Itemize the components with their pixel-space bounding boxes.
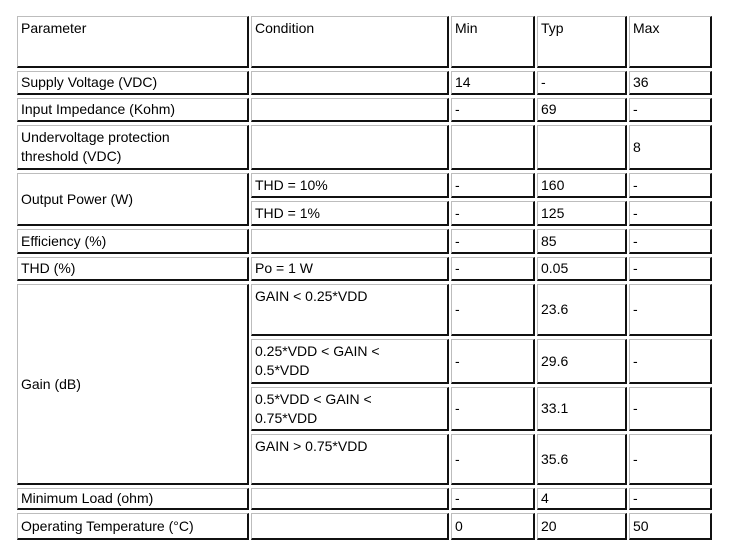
thd-condition <box>251 257 449 281</box>
operating-temp-min <box>451 513 535 540</box>
cell-text: 160 <box>541 176 565 193</box>
cell-text <box>255 287 444 306</box>
gain-sub0-typ <box>537 284 627 336</box>
gain-sub3-typ <box>537 434 627 485</box>
minimum-load-min <box>451 488 535 510</box>
header-condition <box>251 16 449 68</box>
cell-text: - <box>455 400 460 416</box>
cell-text: THD = 10% <box>255 176 328 193</box>
undervoltage-min <box>451 125 535 170</box>
gain-sub0-max <box>629 284 712 336</box>
cell-text: 125 <box>541 204 565 221</box>
undervoltage-typ <box>537 125 627 170</box>
header-typ <box>537 16 627 68</box>
gain-sub0-condition <box>251 284 449 336</box>
output-power-thd10-condition <box>251 173 449 198</box>
cell-text: - <box>633 176 638 193</box>
header-typ-text: Typ <box>541 20 564 36</box>
output-power-parameter <box>17 173 249 226</box>
supply-voltage-max <box>629 71 712 95</box>
cell-text: - <box>633 450 638 467</box>
gain-sub0-min <box>451 284 535 336</box>
gain-parameter <box>17 284 249 485</box>
cell-text: - <box>455 176 460 193</box>
cell-text: 33.1 <box>541 400 569 416</box>
cell-text: - <box>541 74 546 90</box>
gain-sub2-typ <box>537 387 627 431</box>
operating-temp-typ <box>537 513 627 540</box>
cell-text: 29.6 <box>541 352 569 369</box>
cell-text: - <box>455 490 460 506</box>
minimum-load-parameter <box>17 488 249 510</box>
output-power-thd10-min <box>451 173 535 198</box>
cell-text: - <box>633 232 638 249</box>
minimum-load-max <box>629 488 712 510</box>
cell-text: - <box>633 400 638 416</box>
gain-sub2-condition <box>251 387 449 431</box>
cond-line2: 0.75*VDD <box>255 410 318 426</box>
gain-sub3-condition <box>251 434 449 485</box>
cell-text: 20 <box>541 517 557 534</box>
header-max-text: Max <box>633 20 660 36</box>
undervoltage-condition <box>251 125 449 170</box>
output-power-thd1-min <box>451 201 535 226</box>
header-max <box>629 16 712 68</box>
cond-line1: GAIN > 0.75*VDD <box>255 438 368 454</box>
undervoltage-line2: threshold (VDC) <box>21 148 122 164</box>
cell-text: Supply Voltage (VDC) <box>21 74 158 90</box>
cell-text: - <box>455 450 460 467</box>
cell-text: - <box>455 232 460 249</box>
operating-temp-parameter <box>17 513 249 540</box>
undervoltage-max <box>629 125 712 170</box>
undervoltage-parameter <box>17 125 249 170</box>
output-power-thd10-max <box>629 173 712 198</box>
cell-text: - <box>455 204 460 221</box>
input-impedance-parameter <box>17 98 249 122</box>
cell-text: 23.6 <box>541 301 569 317</box>
header-parameter-text: Parameter <box>21 20 87 36</box>
cell-text: 0.05 <box>541 260 569 276</box>
cell-text: 14 <box>455 74 471 90</box>
cell-text: - <box>633 301 638 317</box>
cell-text: Po = 1 W <box>255 260 313 276</box>
supply-voltage-parameter <box>17 71 249 95</box>
gain-sub1-min <box>451 339 535 384</box>
cell-text <box>255 437 444 456</box>
output-power-thd1-typ <box>537 201 627 226</box>
cell-text: 4 <box>541 490 549 506</box>
cell-text: - <box>633 490 638 506</box>
cell-text: Output Power (W) <box>21 190 134 207</box>
efficiency-typ <box>537 229 627 254</box>
input-impedance-min <box>451 98 535 122</box>
cell-text: - <box>455 352 460 369</box>
gain-sub3-min <box>451 434 535 485</box>
output-power-thd10-typ <box>537 173 627 198</box>
thd-max <box>629 257 712 281</box>
thd-min <box>451 257 535 281</box>
cell-text: 69 <box>541 101 557 117</box>
cell-text: THD (%) <box>21 260 76 276</box>
cell-text: Input Impedance (Kohm) <box>21 101 176 117</box>
minimum-load-typ <box>537 488 627 510</box>
header-parameter <box>17 16 249 68</box>
gain-sub1-condition <box>251 339 449 384</box>
gain-sub2-max <box>629 387 712 431</box>
efficiency-condition <box>251 229 449 254</box>
cell-text: - <box>455 260 460 276</box>
cell-text: 36 <box>633 74 649 90</box>
cell-text <box>255 390 444 428</box>
cell-text: - <box>633 352 638 369</box>
cond-line1: 0.25*VDD < GAIN < <box>255 343 380 359</box>
output-power-thd1-condition <box>251 201 449 226</box>
cell-text: 50 <box>633 517 649 534</box>
cell-text: - <box>633 101 638 117</box>
operating-temp-condition <box>251 513 449 540</box>
supply-voltage-min <box>451 71 535 95</box>
thd-typ <box>537 257 627 281</box>
thd-parameter <box>17 257 249 281</box>
input-impedance-condition <box>251 98 449 122</box>
cell-text: - <box>455 101 460 117</box>
cell-text: - <box>455 301 460 317</box>
cell-text: 0 <box>455 517 463 534</box>
header-min-text: Min <box>455 20 478 36</box>
cond-line1: 0.5*VDD < GAIN < <box>255 391 372 407</box>
supply-voltage-condition <box>251 71 449 95</box>
header-condition-text: Condition <box>255 20 315 36</box>
cell-text: THD = 1% <box>255 204 320 221</box>
cond-line2: 0.5*VDD <box>255 362 310 378</box>
output-power-thd1-max <box>629 201 712 226</box>
efficiency-parameter <box>17 229 249 254</box>
cell-text: Efficiency (%) <box>21 232 107 249</box>
operating-temp-max <box>629 513 712 540</box>
cell-text <box>255 342 444 380</box>
efficiency-max <box>629 229 712 254</box>
cell-text: 35.6 <box>541 450 569 467</box>
supply-voltage-typ <box>537 71 627 95</box>
cell-text: Operating Temperature (°C) <box>21 517 194 534</box>
input-impedance-typ <box>537 98 627 122</box>
gain-sub3-max <box>629 434 712 485</box>
cell-text: - <box>633 204 638 221</box>
header-min <box>451 16 535 68</box>
gain-sub1-max <box>629 339 712 384</box>
cond-line1: GAIN < 0.25*VDD <box>255 288 368 304</box>
cell-text: 85 <box>541 232 557 249</box>
undervoltage-line1: Undervoltage protection <box>21 129 170 145</box>
cell-text <box>21 128 170 166</box>
cell-text: Minimum Load (ohm) <box>21 490 154 506</box>
gain-sub2-min <box>451 387 535 431</box>
minimum-load-condition <box>251 488 449 510</box>
cell-text: Gain (dB) <box>21 375 81 392</box>
input-impedance-max <box>629 98 712 122</box>
gain-sub1-typ <box>537 339 627 384</box>
efficiency-min <box>451 229 535 254</box>
cell-text: 8 <box>633 138 641 155</box>
cell-text: - <box>633 260 638 276</box>
